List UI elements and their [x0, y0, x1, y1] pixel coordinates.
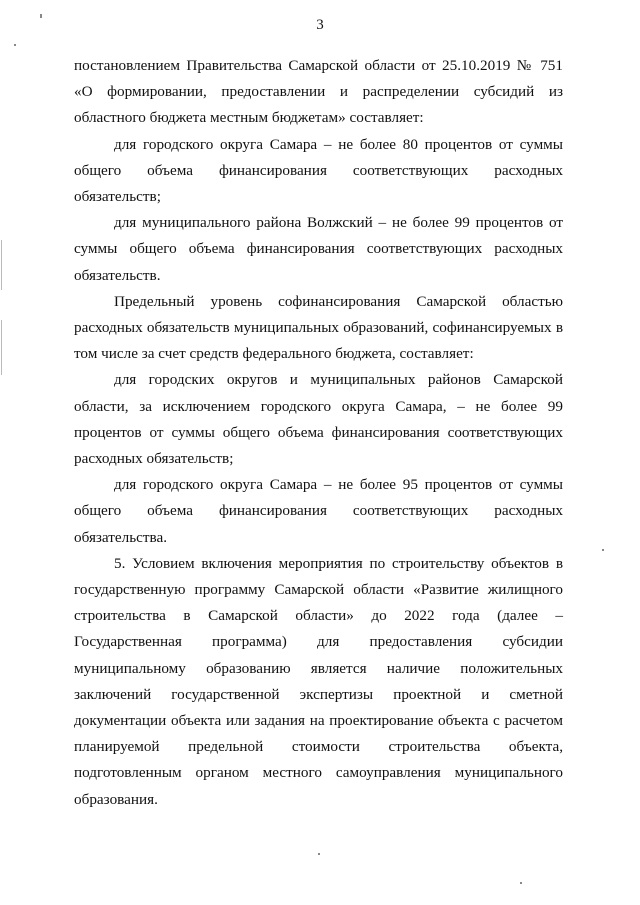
paragraph-districts-99: для городских округов и муниципальных районов Самарской области, за исключением городского округа Самара, – не более 99 процентов от суммы общего объема финансирования соответствующих расходных обязательств; [74, 371, 563, 468]
scan-mark [1, 240, 2, 290]
paragraph-samara-80: для городского округа Самара – не более 80 процентов от суммы общего объема финансирования соответствующих расходных обязательств; [74, 135, 563, 206]
scan-mark [602, 549, 604, 551]
page-number: 3 [316, 17, 324, 33]
paragraph-continuation: постановлением Правительства Самарской области от 25.10.2019 № 751 «О формировании, предоставлении и распределении субсидий из областного бюджета местным бюджетам» составляет: [74, 57, 563, 127]
paragraph-clause-5: 5. Условием включения мероприятия по строительству объектов в государственную программу Самарской области «Развитие жилищного строительства в Самарской области» до 2022 года (далее – Государственная программа) для предоставления субсидии муниципальному образованию является наличие положительных заключений государственной экспертизы проектной и сметной документации объекта или задания на проектирование объекта с расчетом планируемой предельной стоимости строительства объекта, подготовленным органом местного самоуправления муниципального образования. [74, 554, 563, 808]
scan-mark [40, 14, 42, 18]
document-body [74, 53, 563, 813]
paragraph-samara-95: для городского округа Самара – не более 95 процентов от суммы общего объема финансирования соответствующих расходных обязательства. [74, 476, 563, 546]
scan-mark [14, 44, 16, 46]
scan-mark [318, 853, 320, 855]
scan-mark [1, 320, 2, 375]
paragraph-volzhsky-99: для муниципального района Волжский – не более 99 процентов от суммы общего объема финансирования соответствующих расходных обязательств. [74, 214, 563, 284]
paragraph-cofinancing-level: Предельный уровень софинансирования Самарской областью расходных обязательств муниципальных образований, софинансируемых в том числе за счет средств федерального бюджета, составляет: [74, 292, 563, 363]
scan-mark [520, 882, 522, 884]
